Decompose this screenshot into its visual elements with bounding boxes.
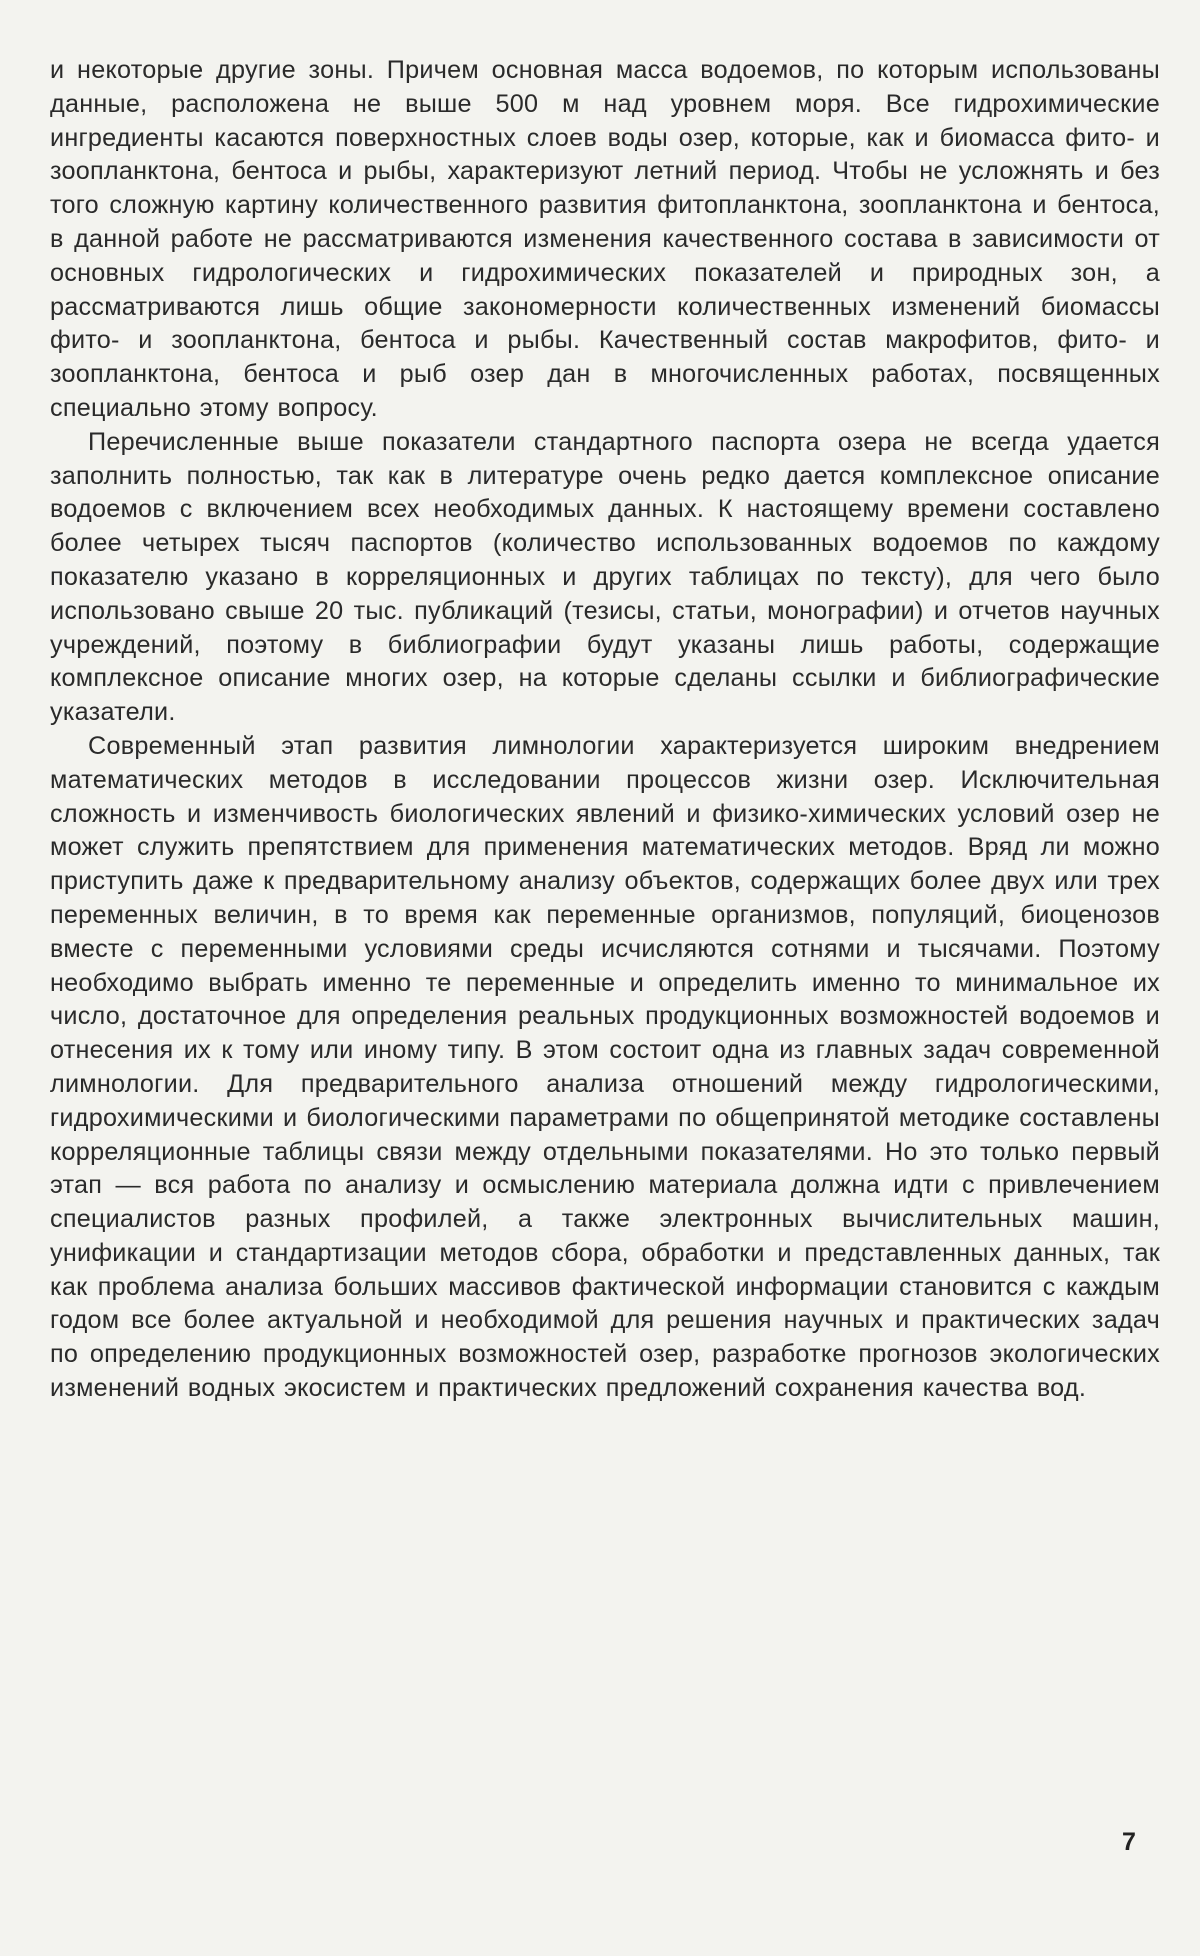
paragraph-1: и некоторые другие зоны. Причем основная масса водоемов, по которым использованы данные, расположена не выше 500 м над уровнем моря. Все гидрохимические ингредиенты касаются поверхностных слоев воды озер, которые, как и биомасса фито- и зоопланктона, бентоса и рыбы, характеризуют летний период. Чтобы не усложнять и без того сложную картину количественного развития фитопланктона, зоопланктона и бентоса, в данной работе не рассматриваются изменения качественного состава в зависимости от основных гидрологических и гидрохимических показателей и природных зон, а рассматриваются лишь общие закономерности количественных изменений биомассы фито- и зоопланктона, бентоса и рыбы. Качественный состав макрофитов, фито- и зоопланктона, бентоса и рыб озер дан в многочисленных работах, посвященных специально этому вопросу.	[50, 56, 1160, 422]
body-text	[50, 54, 1160, 1406]
paragraph-2: Перечисленные выше показатели стандартного паспорта озера не всегда удается заполнить полностью, так как в литературе очень редко дается комплексное описание водоемов с включением всех необходимых данных. К настоящему времени составлено более четырех тысяч паспортов (количество использованных водоемов по каждому показателю указано в корреляционных и других таблицах по тексту), для чего было использовано свыше 20 тыс. публикаций (тезисы, статьи, монографии) и отчетов научных учреждений, поэтому в библиографии будут указаны лишь работы, содержащие комплексное описание многих озер, на которые сделаны ссылки и библиографические указатели.	[50, 427, 1160, 727]
paragraph-3: Современный этап развития лимнологии характеризуется широким внедрением математических методов в исследовании процессов жизни озер. Исключительная сложность и изменчивость биологических явлений и физико-химических условий озер не может служить препятствием для применения математических методов. Вряд ли можно приступить даже к предварительному анализу объектов, содержащих более двух или трех переменных величин, в то время как переменные организмов, популяций, биоценозов вместе с переменными условиями среды исчисляются сотнями и тысячами. Поэтому необходимо выбрать именно те переменные и определить именно то минимальное их число, достаточное для определения реальных продукционных возможностей водоемов и отнесения их к тому или иному типу. В этом состоит одна из главных задач современной лимнологии. Для предварительного анализа отношений между гидрологическими, гидрохимическими и биологическими параметрами по общепринятой методике составлены корреляционные таблицы связи между отдельными показателями. Но это только первый этап — вся работа по анализу и осмыслению материала должна идти с привлечением специалистов разных профилей, а также электронных вычислительных машин, унификации и стандартизации методов сбора, обработки и представленных данных, так как проблема анализа больших массивов фактической информации становится с каждым годом все более актуальной и необходимой для решения научных и практических задач по определению продукционных возможностей озер, разработке прогнозов экологических изменений водных экосистем и практических предложений сохранения качества вод.	[50, 731, 1160, 1403]
page-number: 7	[1122, 1828, 1136, 1856]
